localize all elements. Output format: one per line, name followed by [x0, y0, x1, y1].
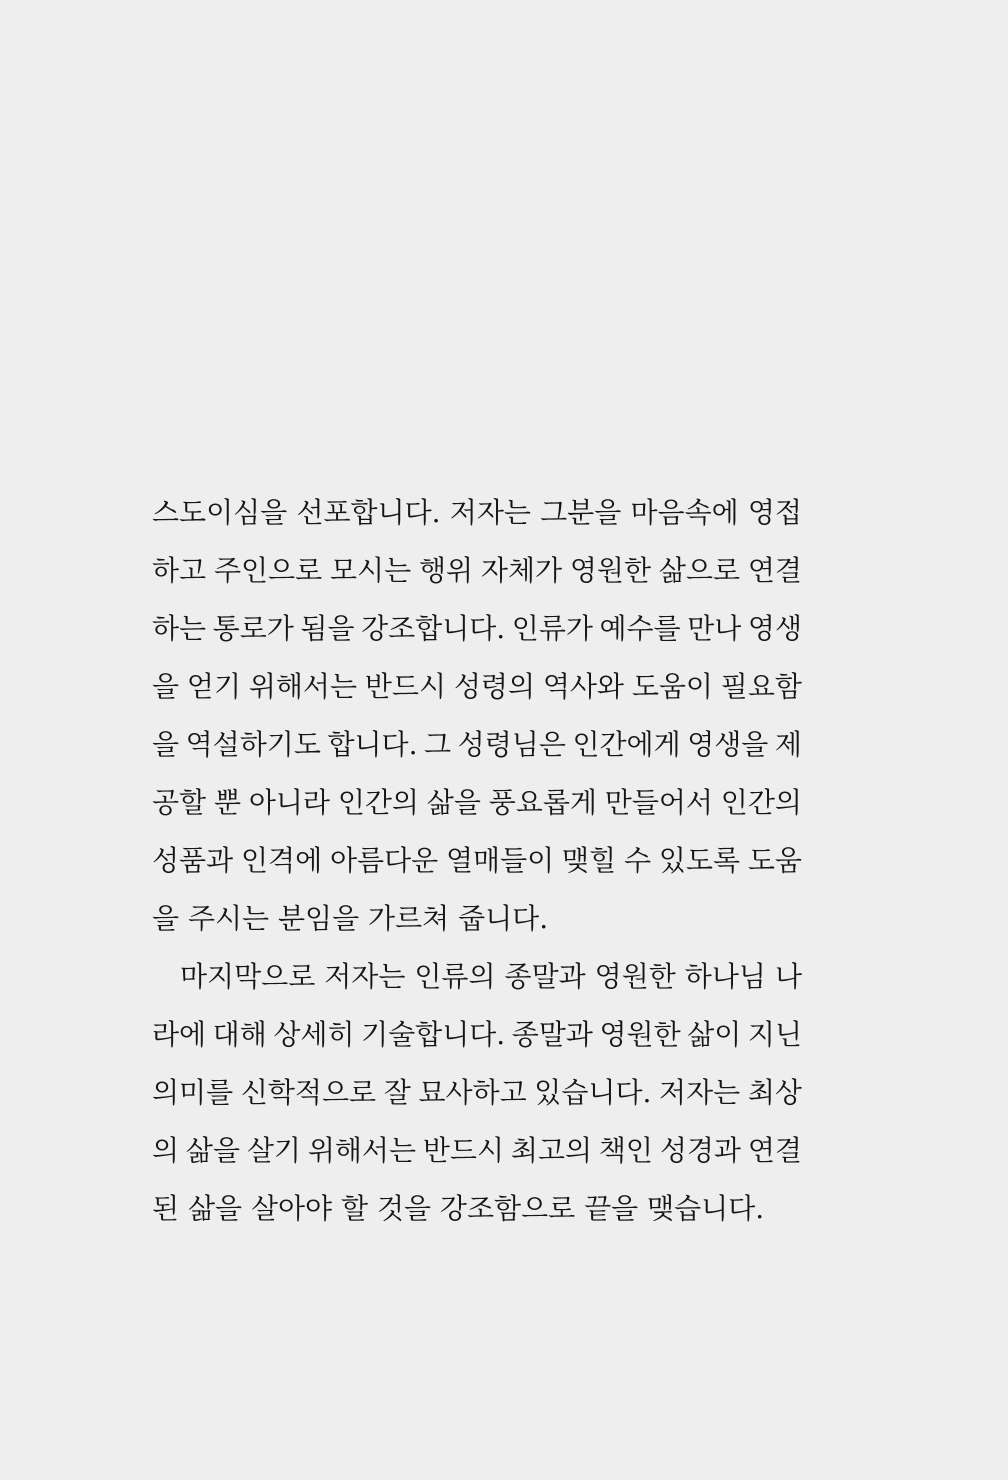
- word: 위해서는: [248, 670, 358, 703]
- word: 의미를: [152, 1076, 234, 1109]
- word: 마지막으로: [180, 960, 316, 993]
- word: 공할: [152, 786, 207, 819]
- word: 영원한: [594, 960, 676, 993]
- word: 종말과: [504, 960, 586, 993]
- word: 신학적으로: [240, 1076, 377, 1109]
- word: 의: [152, 1134, 180, 1167]
- word: 역사와: [542, 670, 624, 703]
- word: 주인으로: [213, 554, 323, 587]
- word: 맺힐: [562, 844, 617, 877]
- word: 인간의: [720, 786, 802, 819]
- text-line: [152, 832, 802, 890]
- word: 인류의: [414, 960, 496, 993]
- text-line: [152, 1122, 802, 1180]
- word: 강조합니다.: [361, 612, 506, 645]
- word: 영생: [747, 612, 802, 645]
- word: 영생을: [687, 728, 769, 761]
- word: 하고: [152, 554, 207, 587]
- word: 아니라: [248, 786, 330, 819]
- word: 삶이: [687, 1018, 742, 1051]
- word: 저자는: [324, 960, 406, 993]
- word: 상세히: [273, 1018, 355, 1051]
- body-text: [152, 484, 872, 1238]
- word: 을: [152, 728, 180, 761]
- word: 성품과: [152, 844, 234, 877]
- word: 인류가: [511, 612, 593, 645]
- text-line: [152, 542, 802, 600]
- word: 묘사하고: [418, 1076, 527, 1109]
- word: 만들어서: [604, 786, 713, 819]
- word: 최고의: [510, 1134, 593, 1167]
- word: 최상: [747, 1076, 802, 1109]
- word: 책인: [598, 1134, 653, 1167]
- word: 있습니다.: [534, 1076, 652, 1109]
- text-line: [152, 600, 802, 658]
- word: 자체가: [480, 554, 563, 587]
- word: 선포합니다.: [296, 496, 441, 529]
- word: 인간에게: [572, 728, 681, 761]
- word: 됨을: [300, 612, 355, 645]
- line-text: 된 삶을 살아야 할 것을 강조함으로 끝을 맺습니다.: [152, 1192, 765, 1225]
- word: 제: [774, 728, 802, 761]
- word: 잘: [383, 1076, 411, 1109]
- word: 필요함: [720, 670, 802, 703]
- word: 열매들이: [446, 844, 555, 877]
- word: 만나: [687, 612, 742, 645]
- word: 영원한: [599, 1018, 681, 1051]
- word: 살기: [246, 1134, 301, 1167]
- word: 성령의: [453, 670, 535, 703]
- word: 예수를: [599, 612, 681, 645]
- word: 마음속에: [630, 496, 739, 529]
- word: 저자는: [449, 496, 531, 529]
- word: 합니다.: [327, 728, 418, 761]
- word: 하는: [152, 612, 207, 645]
- word: 역설하기도: [185, 728, 321, 761]
- word: 성경과: [659, 1134, 741, 1167]
- word: 나: [774, 960, 802, 993]
- text-line: [152, 1064, 802, 1122]
- word: 행위: [418, 554, 474, 587]
- word: 뿐: [213, 786, 241, 819]
- word: 스도이심을: [152, 496, 288, 529]
- word: 있도록: [658, 844, 741, 877]
- word: 통로가: [212, 612, 294, 645]
- text-line: [152, 716, 802, 774]
- word: 위해서는: [307, 1134, 417, 1167]
- word: 도움: [747, 844, 802, 877]
- word: 얻기: [186, 670, 241, 703]
- text-line: [152, 484, 802, 542]
- word: 하나님: [684, 960, 766, 993]
- word: 저자는: [659, 1076, 741, 1109]
- word: 그분을: [540, 496, 622, 529]
- line-text: 을 주시는 분임을 가르쳐 줍니다.: [152, 902, 549, 935]
- word: 아름다운: [329, 844, 439, 877]
- word: 도움이: [631, 670, 713, 703]
- word: 삶을: [185, 1134, 241, 1167]
- word: 을: [152, 670, 180, 703]
- word: 성령님은: [457, 728, 566, 761]
- word: 수: [623, 844, 652, 877]
- word: 모시는: [329, 554, 412, 587]
- word: 영원한: [569, 554, 652, 587]
- word: 종말과: [511, 1018, 593, 1051]
- text-line-last: [152, 890, 872, 948]
- word: 라에: [152, 1018, 207, 1051]
- word: 삶을: [426, 786, 481, 819]
- text-line: [152, 774, 802, 832]
- word: 연결: [747, 1134, 802, 1167]
- word: 대해: [212, 1018, 267, 1051]
- word: 인간의: [337, 786, 419, 819]
- word: 기술합니다.: [361, 1018, 506, 1051]
- text-line-indented: [152, 948, 802, 1006]
- word: 반드시: [364, 670, 447, 703]
- text-line: [152, 658, 802, 716]
- word: 지닌: [747, 1018, 802, 1051]
- word: 인격에: [240, 844, 323, 877]
- word: 반드시: [422, 1134, 505, 1167]
- word: 연결: [747, 554, 802, 587]
- text-line-last: [152, 1180, 872, 1238]
- word: 삶으로: [658, 554, 741, 587]
- word: 영접: [747, 496, 802, 529]
- text-line: [152, 1006, 802, 1064]
- word: 그: [424, 728, 452, 761]
- word: 풍요롭게: [488, 786, 597, 819]
